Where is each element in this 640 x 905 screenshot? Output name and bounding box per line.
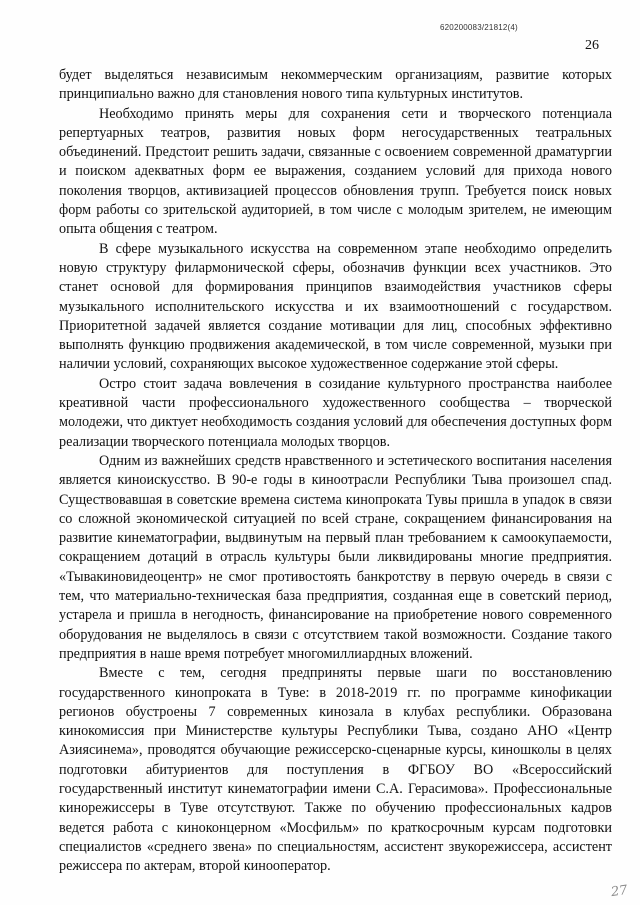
page-number: 26 [585,38,599,53]
paragraph-youth: Остро стоит задача вовлечения в созидание культурного пространства наиболее креативной части профессионального художественного сообщества – творческой молодежи, что диктует необходимость создания условий для обеспечения доступных форм реализации творческого потенциала молодых творцов. [59,375,612,450]
paragraph-cinema: Одним из важнейших средств нравственного и эстетического воспитания населения является киноискусство. В 90-е годы в киноотрасли Республики Тыва произошел спад. Существовавшая в советские времена система кинопроката Тувы пришла в упадок в связи со сложной экономической ситуацией по всей стране, сокращением финансирования на развитие кинематографии, выдвинутым на первый план требованием к самоокупаемости, сокращением дотаций в отрасль культуры были ликвидированы многие предприятия. «Тывакиновидеоцентр» не смог противостоять банкротству в первую очередь в связи с тем, что материально-техническая база предприятия, созданная еще в советский период, устарела и пришла в негодность, финансирование на приобретение нового современного оборудования не выделялось в связи с отсутствием такой возможности. Создание такого предприятия в наше время потребует многомиллиардных вложений. [59,452,612,662]
paragraph-continuation: будет выделяться независимым некоммерческим организациям, развитие которых принципиально важно для становления нового типа культурных институтов. [59,67,612,103]
paragraph-music: В сфере музыкального искусства на современном этапе необходимо определить новую структуру филармонической сферы, обозначив функции всех участников. Это станет основой для формирования принципов взаимодействия участников сферы музыкального исполнительского искусства и их взаимоотношений с государством. Приоритетной задачей является создание мотивации для лиц, способных эффективно выполнять функцию продвижения академической, в том числе современной, музыки при наличии условий, сохраняющих высокое художественное содержание этой сферы. [59,240,612,373]
handwritten-page-note: 27 [610,882,629,901]
paragraph-theatres: Необходимо принять меры для сохранения сети и творческого потенциала репертуарных театров, развития новых форм негосударственных театральных объединений. Предстоит решить задачи, связанные с освоением современной драматургии и поиском адекватных форм ее выражения, созданием условий для прихода нового поколения творцов, активизацией процессов обновления трупп. Требуется поиск новых форм работы со зрительской аудиторией, в том числе с молодым зрителем, не имеющим опыта общения с театром. [59,105,612,238]
document-id: 620200083/21812(4) [440,23,518,32]
document-body [59,66,612,876]
paragraph-film-distribution: Вместе с тем, сегодня предприняты первые шаги по восстановлению государственного кинопроката в Туве: в 2018-2019 гг. по программе кинофикации регионов обустроены 7 современных кинозала в клубах республики. Образована кинокомиссия при Министерстве культуры Республики Тыва, создано АНО «Центр Азиясинема», проводятся обучающие режиссерско-сценарные курсы, киношколы в целях подготовки абитуриентов для поступления в ФГБОУ ВО «Всероссийский государственный институт кинематографии имени С.А. Герасимова». Профессиональные кинорежиссеры в Туве отсутствуют. Также по обучению профессиональных кадров ведется работа с киноконцерном «Мосфильм» по краткосрочным курсам подготовки специалистов «среднего звена» по специальностям, ассистент звукорежиссера, ассистент режиссера по актерам, второй кинооператор. [59,665,612,875]
